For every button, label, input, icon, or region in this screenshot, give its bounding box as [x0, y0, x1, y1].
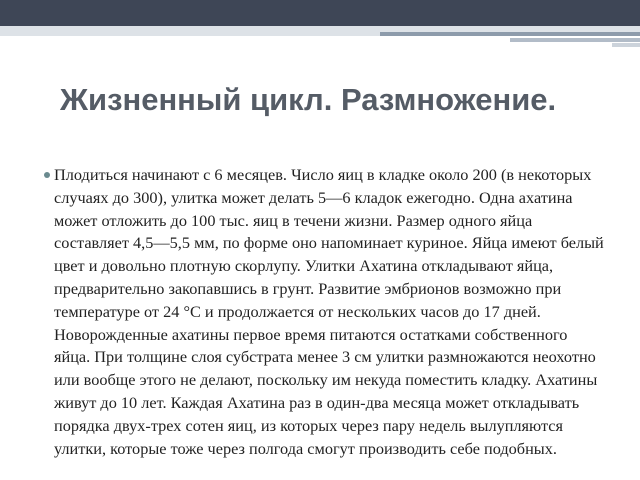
- decorative-line: [612, 43, 640, 47]
- header-bar: [0, 0, 640, 26]
- decorative-line: [380, 32, 640, 36]
- bullet-icon: [44, 172, 50, 178]
- bullet-item: [44, 164, 604, 460]
- decorative-line: [510, 38, 640, 42]
- bullet-text: Плодиться начинают с 6 месяцев. Число яиц в кладке около 200 (в некоторых случаях до 300), улитка может делать 5—6 кладок ежегодно. Одна ахатина может отложить до 100 тыс. яиц в течени жизни. Размер одного яйца составляет 4,5—5,5 мм, по форме оно напоминает куриное. Яйца имеют белый цвет и довольно плотную скорлупу. Улитки Ахатина откладывают яйца, предварительно закопавшись в грунт. Развитие эмбрионов возможно при температуре от 24 °С и продолжается от нескольких часов до 17 дней. Новорожденные ахатины первое время питаются остатками собственного яйца. При толщине слоя субстрата менее 3 см улитки размножаются неохотно или вообще этого не делают, поскольку им некуда поместить кладку. Ахатины живут до 10 лет. Каждая Ахатина раз в один-два месяца может откладывать порядка двух-трех сотен яиц, из которых через пару недель вылупляются улитки, которые тоже через полгода смогут производить себе подобных.: [54, 165, 604, 458]
- slide-title: Жизненный цикл. Размножение.: [60, 82, 557, 117]
- bullet-list: [44, 164, 604, 460]
